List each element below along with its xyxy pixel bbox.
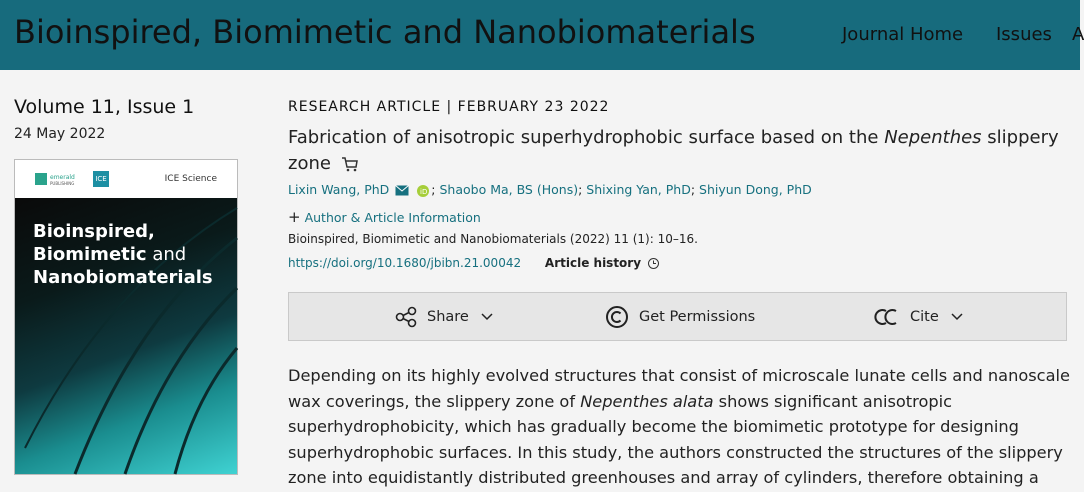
article-history-toggle[interactable]: Article history — [545, 256, 662, 270]
author-list: Lixin Wang, PhD iD ; Shaobo Ma, BS (Hons); Shixing Yan, PhD; Shiyun Dong, PhD — [288, 182, 812, 197]
article-title: Fabrication of anisotropic superhydrophobic surface based on the Nepenthes slippery zone — [288, 127, 1059, 174]
svg-text:PUBLISHING: PUBLISHING — [50, 181, 75, 186]
doi-row — [288, 256, 662, 270]
journal-title[interactable]: Bioinspired, Biomimetic and Nanobiomaterials — [14, 13, 756, 51]
cart-icon[interactable] — [341, 155, 359, 173]
chevron-down-icon — [481, 313, 493, 321]
cover-butterfly-wing-image — [15, 198, 237, 474]
cover-title: Bioinspired, Biomimetic and Nanobiomaterials — [33, 221, 213, 288]
author-link[interactable]: Shaobo Ma, BS (Hons) — [439, 182, 579, 197]
emerald-logo-icon — [35, 171, 87, 187]
doi-link[interactable]: https://doi.org/10.1680/jbibn.21.00042 — [288, 256, 522, 270]
orcid-icon[interactable] — [417, 185, 429, 197]
share-button[interactable]: Share — [395, 293, 493, 340]
site-header — [0, 0, 1084, 70]
abstract-text: Depending on its highly evolved structures that consist of microscale lunate cells and nanoscale wax coverings, the slippery zone of Nepenthes alata shows significant anisotropic superhydrophobicity, which has gradually become the biomimetic prototype for designing superhydrophobic surfaces. In this study, the authors constructed the structures of the slippery zone into equidistantly distributed greenhouses and array of cylinders, therefore obtaining a — [288, 366, 1070, 487]
cite-button[interactable]: Cite — [876, 293, 963, 340]
article-type-date: RESEARCH ARTICLE | FEBRUARY 23 2022 — [288, 99, 610, 115]
author-link[interactable]: Shiyun Dong, PhD — [699, 182, 812, 197]
history-clock-icon — [647, 257, 660, 270]
citation-line: Bioinspired, Biomimetic and Nanobiomaterials (2022) 11 (1): 10–16. — [288, 232, 698, 246]
ice-badge: ICE — [93, 171, 109, 187]
nav-item-truncated[interactable]: A — [1072, 24, 1084, 45]
issue-info — [14, 96, 195, 142]
author-link[interactable]: Shixing Yan, PhD — [586, 182, 691, 197]
get-permissions-button[interactable]: Get Permissions — [605, 293, 755, 340]
author-info-toggle[interactable]: + Author & Article Information — [288, 208, 481, 226]
journal-cover[interactable] — [14, 159, 238, 475]
email-icon[interactable] — [395, 185, 409, 196]
article-toolbar — [288, 292, 1067, 341]
svg-text:iD: iD — [420, 187, 428, 196]
author-link[interactable]: Lixin Wang, PhD — [288, 182, 390, 197]
issue-date: 24 May 2022 — [14, 126, 106, 142]
plus-icon: + — [288, 208, 301, 226]
quote-icon — [876, 308, 900, 326]
share-icon — [395, 307, 417, 327]
cover-header — [15, 160, 237, 198]
chevron-down-icon — [951, 313, 963, 321]
svg-text:emerald: emerald — [50, 174, 75, 181]
cover-ice-science: ICE Science — [164, 174, 217, 184]
nav-issues[interactable]: Issues — [996, 24, 1052, 45]
copyright-icon — [605, 305, 629, 329]
nav-journal-home[interactable]: Journal Home — [842, 24, 964, 45]
volume-issue[interactable]: Volume 11, Issue 1 — [14, 96, 195, 118]
